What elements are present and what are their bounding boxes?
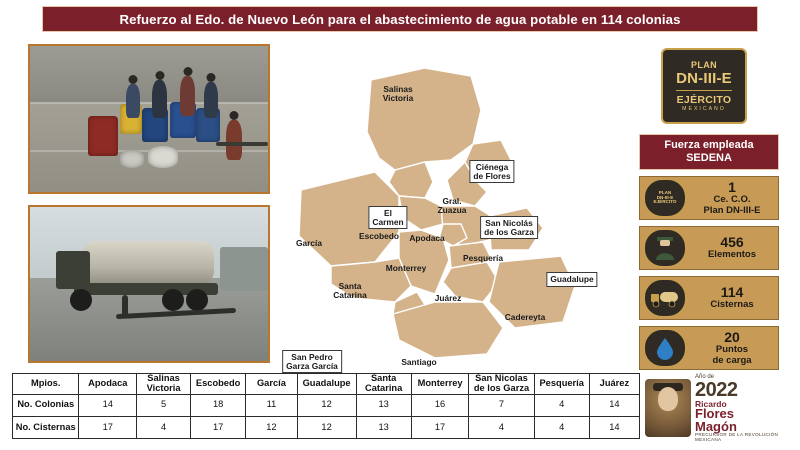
data-table (12, 373, 640, 439)
table-header-cell: García (246, 374, 297, 395)
footer-year: 2022 (695, 378, 738, 401)
table-header-cell: Santa Catarina (356, 374, 411, 395)
table-cell: 7 (469, 394, 534, 416)
table-cell: 11 (246, 394, 297, 416)
stat-card-text (686, 330, 778, 366)
table-cell: 4 (469, 416, 534, 438)
stat-caption-1: Cisternas (710, 299, 754, 311)
map-label-pesqueria: Pesquería (462, 253, 504, 263)
footer-logo-ricardo-flores-magon (645, 372, 795, 444)
person (180, 76, 195, 116)
emblem-divider (676, 90, 732, 91)
soldier-icon (644, 229, 686, 267)
force-panel-header (639, 134, 779, 170)
background-vehicle (220, 247, 268, 291)
map-label-garcia: García (295, 238, 323, 248)
map-label-el-carmen: El Carmen (368, 206, 407, 229)
table-header-cell: San Nicolas de los Garza (469, 374, 534, 395)
stat-card-elementos (639, 226, 779, 270)
table-cell: 4 (137, 416, 191, 438)
emblem-line-plan: PLAN (690, 60, 718, 70)
truck-tank (82, 241, 214, 285)
truck-wheel (162, 289, 184, 311)
force-panel-header-line1: Fuerza empleada (664, 139, 754, 152)
footer-sub: PRECURSOR DE LA REVOLUCIÓN MEXICANA (695, 432, 779, 442)
bucket-white (148, 146, 178, 168)
table-header-cell: Guadalupe (297, 374, 356, 395)
truck-wheel (70, 289, 92, 311)
stat-caption-1: Puntos (715, 344, 749, 356)
person (126, 84, 140, 118)
table-header-cell: Juárez (589, 374, 639, 395)
table-row-label: No. Colonias (13, 394, 79, 416)
person (152, 80, 167, 118)
table-cell: 12 (246, 416, 297, 438)
stat-caption-2: de carga (712, 354, 752, 366)
stat-caption-2: Plan DN-III-E (703, 204, 761, 216)
map-nuevo-leon (275, 40, 630, 370)
hose (216, 142, 268, 146)
map-region-santiago (393, 302, 503, 358)
table-header-cell: Pesquería (534, 374, 589, 395)
water-drop-icon-svg (655, 336, 675, 360)
table-row (13, 416, 640, 438)
map-label-salinas-victoria: Salinas Victoria (382, 84, 414, 103)
map-label-san-nicolas-de-los-garza: San Nicolás de los Garza (480, 216, 538, 239)
stat-card-text (686, 285, 778, 310)
table-cell: 13 (356, 416, 411, 438)
water-drop-icon (644, 329, 686, 367)
table-cell: 18 (191, 394, 246, 416)
colonias-cisternas-table (12, 373, 640, 439)
footer-name-line2: Flores (695, 406, 735, 422)
map-label-gral-zuazua: Gral. Zuazua (437, 196, 467, 215)
table-header-cell: Escobedo (191, 374, 246, 395)
ricardo-flores-magon-portrait-icon (645, 379, 691, 437)
footer-year-sub: Año de (695, 373, 715, 380)
footer-logo-text (695, 374, 795, 442)
stat-number: 20 (724, 329, 740, 346)
table-cell: 12 (297, 416, 356, 438)
portrait-face (658, 387, 678, 411)
table-row-label: No. Cisternas (13, 416, 79, 438)
stat-card-cisternas (639, 276, 779, 320)
photo-water-tanker-truck (28, 205, 270, 363)
map-label-san-pedro-garza-garcia: San Pedro Garza García (282, 350, 342, 373)
table-cell: 13 (356, 394, 411, 416)
emblem-line-dn3e: DN-III-E (676, 70, 732, 87)
page-title-text: Refuerzo al Edo. de Nuevo León para el abastecimiento de agua potable en 114 colonias (119, 11, 681, 27)
water-truck-icon (644, 279, 686, 317)
map-label-cienega-de-flores: Ciénega de Flores (469, 160, 514, 183)
footer-name-line1: Ricardo (695, 398, 727, 409)
table-cell: 12 (297, 394, 356, 416)
person (226, 120, 242, 160)
map-label-apodaca: Apodaca (409, 233, 445, 243)
water-hose-vertical (122, 295, 128, 317)
truck-wheel (186, 289, 208, 311)
stat-caption-1: Elementos (707, 249, 757, 261)
water-truck-icon-svg (650, 288, 680, 308)
stat-card-text (686, 180, 778, 216)
soldier-icon-svg (652, 234, 678, 262)
stat-card-puntos-de-carga (639, 326, 779, 370)
plan-dn3e-emblem (661, 48, 747, 124)
stat-caption-1: Ce. C.O. (713, 194, 751, 206)
table-cell: 14 (589, 394, 639, 416)
stat-number: 456 (720, 234, 744, 251)
stat-card-text (686, 235, 778, 260)
table-row (13, 394, 640, 416)
table-header-cell: Salinas Victoria (137, 374, 191, 395)
footer-name-line3: Magón (695, 418, 737, 434)
table-header-row (13, 374, 640, 395)
map-label-guadalupe: Guadalupe (546, 272, 597, 287)
barrel-red (88, 116, 118, 156)
map-label-santiago: Santiago (401, 357, 437, 367)
table-cell: 4 (534, 394, 589, 416)
emblem-line-mexicano: MEXICANO (682, 106, 726, 112)
table-cell: 14 (79, 394, 137, 416)
force-panel-header-line2: SEDENA (686, 152, 732, 164)
map-label-juarez: Juárez (434, 293, 462, 303)
photo-pavement-line (30, 102, 268, 104)
table-header-cell: Apodaca (79, 374, 137, 395)
map-label-monterrey: Monterrey (385, 263, 427, 273)
table-header-cell: Mpios. (13, 374, 79, 395)
table-cell: 14 (589, 416, 639, 438)
stat-number: 1 (728, 179, 736, 196)
stat-card-ce-co (639, 176, 779, 220)
map-label-escobedo: Escobedo (358, 231, 400, 241)
photo-people-filling-barrels (28, 44, 270, 194)
bucket-white (120, 150, 144, 168)
stat-number: 114 (720, 284, 744, 301)
page-title (42, 6, 758, 32)
emblem-line-ejercito: EJÉRCITO (676, 94, 732, 106)
person (204, 82, 218, 118)
plan-dn3e-badge-icon: PLAN DN-III-E EJÉRCITO (644, 179, 686, 217)
table-cell: 16 (411, 394, 469, 416)
map-label-santa-catarina: Santa Catarina (333, 281, 367, 300)
table-cell: 5 (137, 394, 191, 416)
table-cell: 17 (79, 416, 137, 438)
table-cell: 17 (411, 416, 469, 438)
table-header-cell: Monterrey (411, 374, 469, 395)
table-cell: 4 (534, 416, 589, 438)
map-label-cadereyta: Cadereyta (504, 312, 546, 322)
table-cell: 17 (191, 416, 246, 438)
